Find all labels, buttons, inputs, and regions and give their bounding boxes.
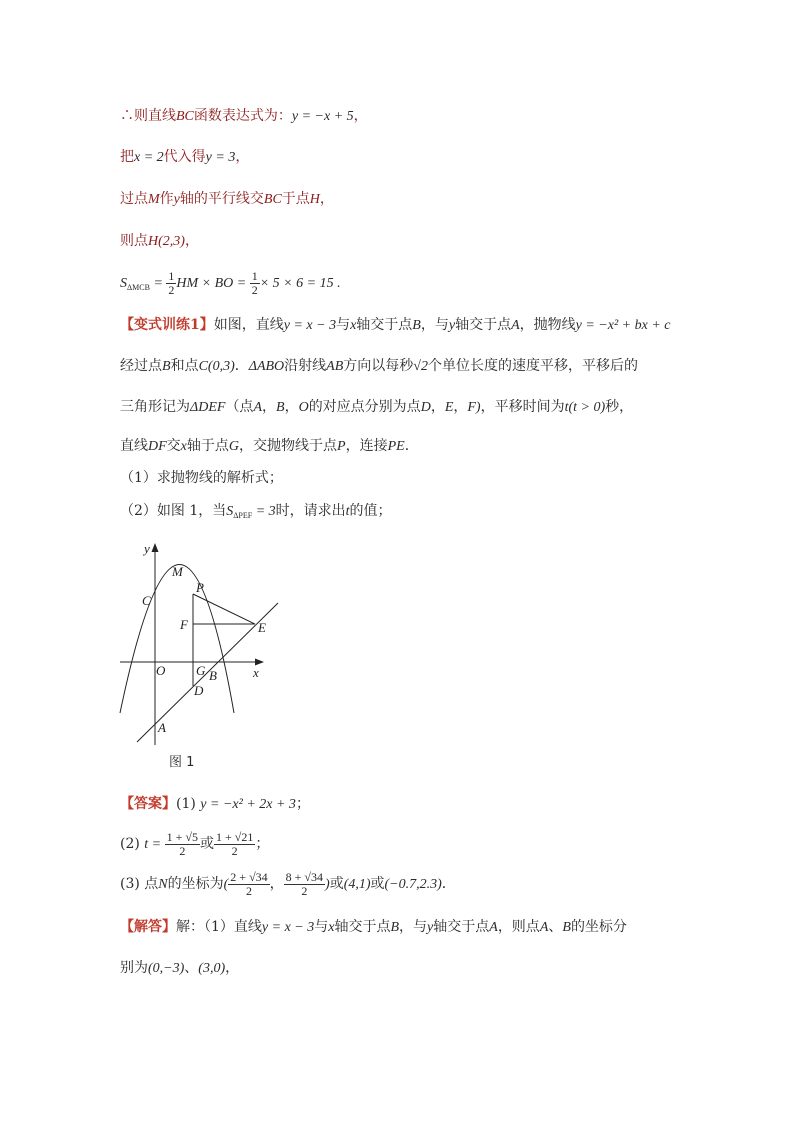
label-a: A (158, 720, 166, 735)
answer-2 (120, 826, 269, 863)
math: B (390, 920, 400, 935)
text: ， (225, 960, 240, 976)
text: 方向以每秒 (343, 358, 414, 374)
text: ， (269, 876, 284, 892)
text: (2) (120, 836, 140, 852)
denominator: 2 (231, 843, 238, 858)
math: y = −x + 5 (291, 109, 354, 124)
math: BC (263, 192, 282, 207)
text: 的对应点分别为点 (308, 399, 421, 415)
text: ，则点 (497, 919, 540, 935)
text: ； (255, 836, 270, 852)
math: A (511, 318, 520, 333)
text: ∴则直线 (120, 108, 176, 124)
math: √2 (413, 359, 428, 374)
math: y = x − 3 (261, 920, 315, 935)
text: （点 (225, 399, 254, 415)
fraction (250, 270, 260, 297)
math: × 5 × 6 = 15 . (259, 276, 341, 291)
text: 别为 (120, 960, 148, 976)
math: E (444, 400, 454, 415)
math: HM × BO = (176, 276, 250, 291)
denominator: 2 (251, 282, 258, 297)
line-5-area-formula (120, 268, 341, 303)
text: 、 (548, 919, 563, 935)
math: y (448, 318, 456, 333)
math: t(t > 0) (564, 400, 606, 415)
label-d: D (194, 683, 204, 698)
text: 把 (120, 149, 134, 165)
solution-line-2 (120, 958, 239, 979)
math: H (309, 192, 320, 207)
text: (1) (176, 796, 196, 812)
math: DF (148, 439, 167, 454)
math: BC (176, 109, 194, 124)
math: = (149, 276, 167, 291)
label-g: G (196, 663, 206, 678)
text: 轴交于点 (334, 919, 391, 935)
label-c: C (142, 593, 151, 608)
math: A (489, 920, 498, 935)
math: H(2,3) (148, 234, 185, 249)
text: 、 (184, 960, 199, 976)
label-x: x (253, 665, 259, 680)
math: (4,1) (343, 877, 371, 892)
label-m: M (172, 564, 183, 579)
denominator: 2 (179, 843, 186, 858)
denominator: 2 (245, 883, 252, 898)
text: ； (295, 796, 310, 812)
math: PE (387, 439, 405, 454)
label-o: O (156, 663, 166, 678)
numerator: 1 + √5 (166, 829, 198, 844)
math: (−0.7,2.3) (384, 877, 442, 892)
text: 代入得 (163, 149, 206, 165)
answer-tag: 【答案】 (120, 796, 176, 812)
figure-1-diagram (115, 538, 285, 748)
numerator: 1 (168, 268, 175, 283)
math: A (539, 920, 549, 935)
math: (0,−3) (148, 961, 185, 976)
math: P (337, 439, 346, 454)
math: ΔDEF (190, 400, 226, 415)
math: t = (144, 837, 165, 852)
math: x = 2 (134, 150, 164, 165)
text: 经过点 (120, 358, 162, 374)
math: x (328, 920, 335, 935)
text: 秒， (605, 399, 634, 415)
text: 轴交于点 (455, 317, 512, 333)
math: y = 3 (205, 150, 236, 165)
math: C(0,3) (198, 359, 235, 374)
text: 与 (336, 317, 351, 333)
math: S (120, 276, 127, 291)
text: （2）如图 1，当 (120, 503, 227, 519)
math: ( (223, 877, 229, 892)
text: ． (234, 358, 249, 374)
text: 过点 (120, 191, 148, 207)
fraction (228, 871, 269, 898)
subscript: ΔMCB (127, 283, 150, 292)
math: B (412, 318, 421, 333)
math: y (173, 192, 180, 207)
math: x (180, 439, 187, 454)
text: 与 (314, 919, 329, 935)
denominator: 2 (301, 883, 308, 898)
problem-line-3 (120, 397, 633, 418)
text: 作 (159, 191, 174, 207)
math: ΔABO (248, 359, 285, 374)
text: 函数表达式为： (193, 108, 292, 124)
parabola (120, 565, 234, 714)
problem-tag: 【变式训练1】 (120, 317, 214, 333)
text: 交 (166, 438, 181, 454)
text: 或 (329, 876, 344, 892)
text: ， (430, 399, 445, 415)
problem-line-2 (120, 356, 638, 377)
segment-pe (193, 594, 255, 624)
math: y = −x² + 2x + 3 (200, 797, 296, 812)
line-3 (120, 189, 334, 210)
math: F) (467, 400, 481, 415)
math: t (345, 504, 350, 519)
text: ， (319, 191, 334, 207)
line-2 (120, 147, 249, 168)
answer-1 (120, 794, 310, 815)
text: ． (441, 876, 456, 892)
answer-3 (120, 866, 456, 903)
text: 则点 (120, 233, 148, 249)
math: y = −x² + bx + c (575, 318, 671, 333)
text: ， (284, 399, 299, 415)
text: 如图，直线 (213, 317, 284, 333)
problem-line-1 (120, 315, 670, 336)
math: B (562, 920, 571, 935)
text: 轴交于点 (433, 919, 490, 935)
text: ，与 (399, 919, 428, 935)
text: 轴交于点 (356, 317, 413, 333)
math: y (427, 920, 434, 935)
text: ，与 (420, 317, 449, 333)
fraction (165, 831, 200, 858)
text: 轴的平行线交 (179, 191, 264, 207)
math: G (228, 439, 240, 454)
math: D (420, 400, 431, 415)
math: y = x − 3 (283, 318, 337, 333)
text: ，交抛物线于点 (239, 438, 338, 454)
numerator: 1 (251, 268, 258, 283)
math: B (162, 359, 171, 374)
text: 或 (370, 876, 385, 892)
label-y: y (144, 541, 150, 556)
text: ， (353, 108, 368, 124)
text: ， (262, 399, 276, 415)
label-p: P (196, 580, 204, 595)
label-e: E (258, 620, 266, 635)
fraction (166, 270, 176, 297)
numerator: 1 + √21 (216, 829, 254, 844)
text: 和点 (170, 358, 199, 374)
text: ． (404, 438, 419, 454)
text: 沿射线 (284, 358, 327, 374)
text: 解：（1）直线 (176, 919, 262, 935)
math: B (276, 400, 285, 415)
math: = 3 (252, 504, 276, 519)
label-f: F (180, 617, 188, 632)
text: (3) 点 (120, 876, 159, 892)
math: x (350, 318, 357, 333)
text: 时，请求出 (275, 503, 346, 519)
fraction (214, 831, 255, 858)
text: 轴于点 (186, 438, 229, 454)
math: (3,0) (198, 961, 226, 976)
text: ， (453, 399, 468, 415)
text: 三角形记为 (120, 399, 190, 415)
text: ， (235, 149, 250, 165)
math: M (148, 192, 160, 207)
line-1 (120, 106, 368, 127)
text: 个单位长度的速度平移，平移后的 (427, 358, 638, 374)
text: 的值； (349, 503, 392, 519)
text: 的坐标为 (167, 876, 224, 892)
text: ， (184, 233, 199, 249)
subscript: ΔPEF (233, 511, 253, 520)
question-1 (120, 468, 283, 488)
math: O (298, 400, 309, 415)
text: ，平移时间为 (480, 399, 565, 415)
figure-caption: 图 1 (169, 755, 195, 770)
problem-line-4 (120, 436, 419, 457)
text: 于点 (281, 191, 310, 207)
numerator: 2 + √34 (230, 869, 268, 884)
text: 直线 (120, 438, 148, 454)
math: ) (325, 877, 330, 892)
text: （1）求抛物线的解析式； (120, 470, 283, 486)
line-4 (120, 231, 199, 252)
math: AB (326, 359, 344, 374)
text: 或 (200, 836, 214, 852)
math: N (158, 877, 168, 892)
solution-tag: 【解答】 (120, 919, 176, 935)
denominator: 2 (168, 282, 175, 297)
label-b: B (209, 668, 217, 683)
math: S (226, 504, 234, 519)
y-axis-arrow (152, 543, 159, 552)
text: 的坐标分 (570, 919, 627, 935)
math: A (253, 400, 262, 415)
text: ，抛物线 (519, 317, 576, 333)
numerator: 8 + √34 (285, 869, 324, 884)
text: ，连接 (345, 438, 388, 454)
fraction (284, 871, 325, 898)
question-2 (120, 501, 392, 526)
solution-line-1 (120, 917, 627, 938)
